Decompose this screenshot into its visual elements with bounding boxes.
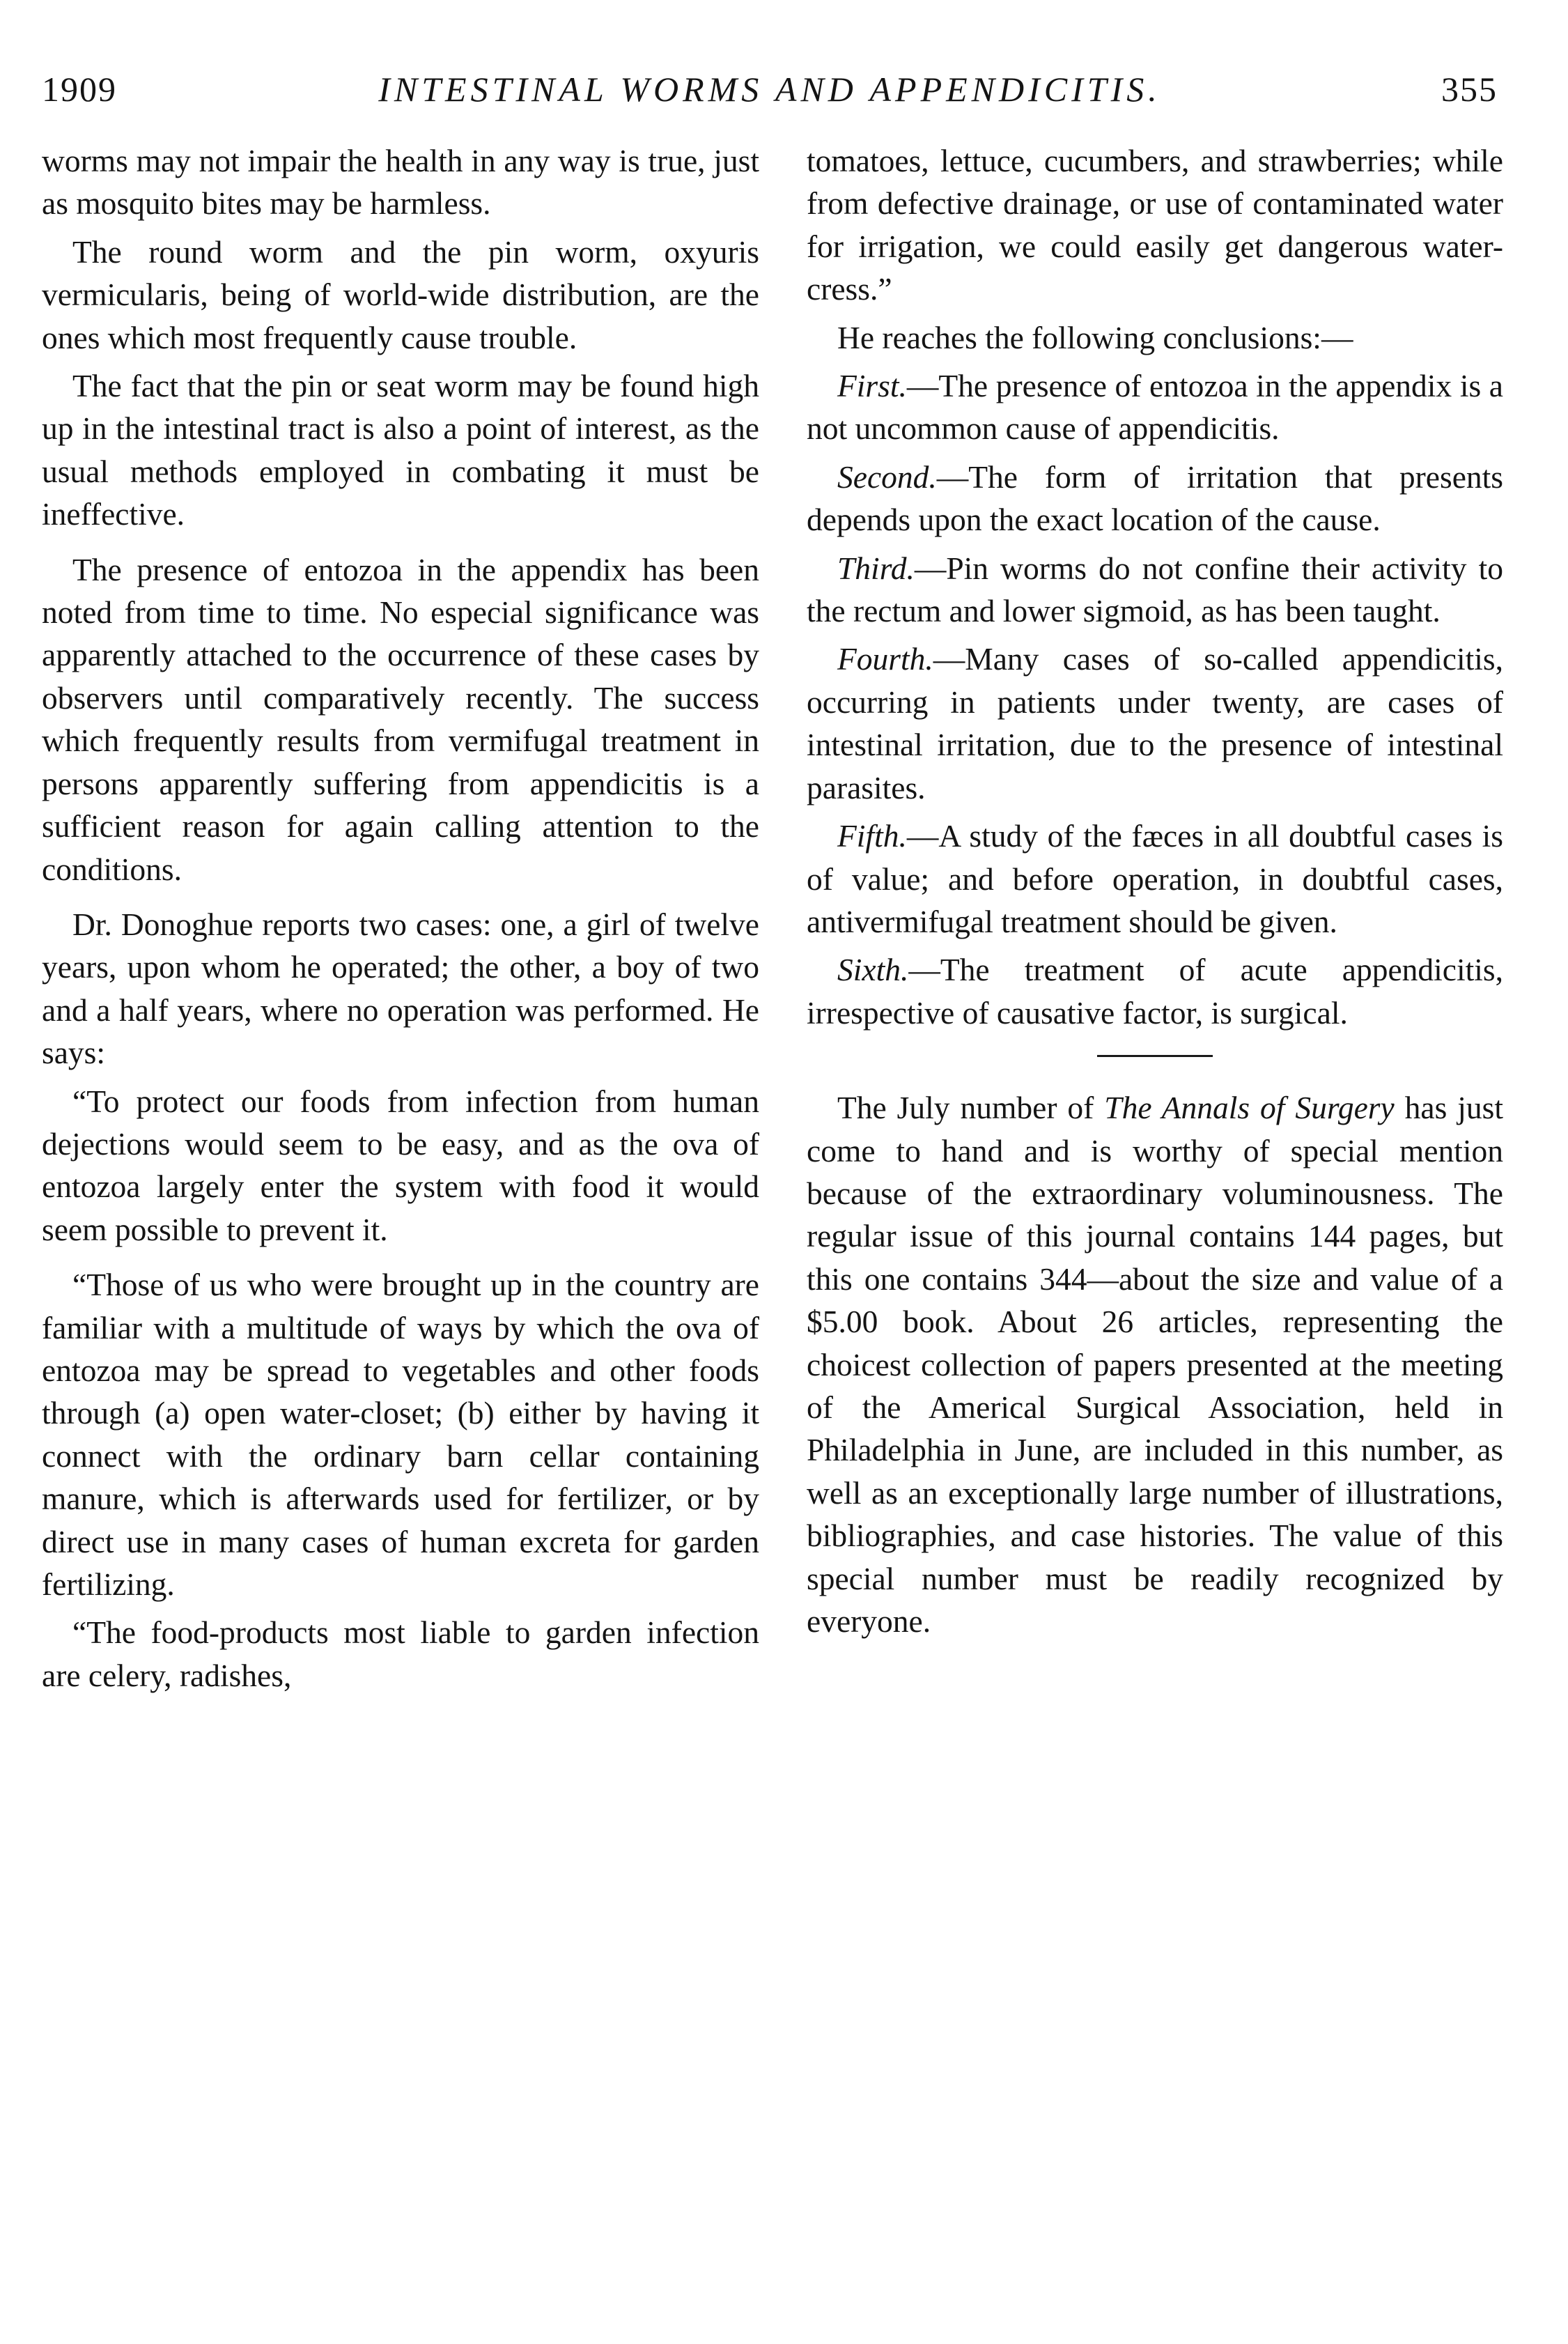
conclusion-label: Fourth. xyxy=(837,641,933,677)
annals-text-rest: has just come to hand and is worthy of special mention because of the extraordinary voluminousness. The regular issue of this journal contains 144 pages, but this one contains 344—about the size and value of a $5.00 book. About 26 articles, representing the choicest collection of papers presented at the meeting of the Americal Surgical Association, held in Philadelphia in June, are included in this number, as well as an exceptionally large number of illustrations, bibliographies, and case histories. The value of this special number must be readily recognized by everyone. xyxy=(807,1090,1503,1639)
quote-continuation: tomatoes, lettuce, cucumbers, and strawberries; while from defective drainage, or use of contaminated water for irrigation, we could easily get dangerous water-cress.” xyxy=(807,143,1503,307)
header-year: 1909 xyxy=(42,70,117,109)
conclusion-text: —Many cases of so-called appendicitis, occurring in patients under twenty, are cases of intestinal irritation, due to the presence of intestinal parasites. xyxy=(807,641,1503,805)
conclusion-sixth xyxy=(807,948,1503,1034)
quote-paragraph: “To protect our foods from infection from human dejections would seem to be easy, and as the ova of entozoa largely enter the system with food it would seem possible to prevent it. xyxy=(42,1083,759,1247)
paragraph: worms may not impair the health in any way is true, just as mosquito bites may be harmless. xyxy=(42,143,759,222)
conclusion-text: —The treatment of acute appendicitis, irrespective of causative factor, is surgical. xyxy=(807,952,1503,1031)
section-divider xyxy=(1097,1055,1213,1057)
left-column xyxy=(42,139,759,1697)
conclusion-third xyxy=(807,547,1503,633)
conclusion-fourth xyxy=(807,638,1503,809)
paragraph: The presence of entozoa in the appendix has been noted from time to time. No especial significance was apparently attached to the occurrence of these cases by observers until comparatively recently. The success which frequently results from vermifugal treatment in persons apparently suffering from appendicitis is a sufficient reason for again calling attention to the conditions. xyxy=(42,551,759,887)
annals-paragraph xyxy=(807,1086,1503,1642)
page-number: 355 xyxy=(1441,70,1498,109)
annals-text-start: The July number of xyxy=(837,1090,1105,1126)
conclusion-text: —Pin worms do not confine their activity to the rectum and lower sigmoid, as has been taught. xyxy=(807,550,1503,629)
header-title: INTESTINAL WORMS AND APPENDICITIS. xyxy=(378,70,1161,109)
paragraph: Dr. Donoghue reports two cases: one, a girl of twelve years, upon whom he operated; the other, a boy of two and a half years, where no operation was performed. He says: xyxy=(42,906,759,1071)
conclusion-label: Second. xyxy=(837,458,937,495)
conclusion-text: —A study of the fæces in all doubtful cases is of value; and before operation, in doubtful cases, antivermifugal treatment should be given. xyxy=(807,818,1503,939)
running-head xyxy=(42,61,1498,117)
quote-paragraph: “The food-products most liable to garden infection are celery, radishes, xyxy=(42,1614,759,1693)
paragraph: The round worm and the pin worm, oxyuris vermicularis, being of world-wide distribution, are the ones which most frequently cause trouble. xyxy=(42,233,759,355)
conclusion-text: —The presence of entozoa in the appendix is a not uncommon cause of appendicitis. xyxy=(807,368,1503,447)
conclusions-intro: He reaches the following conclusions:— xyxy=(837,319,1353,355)
conclusion-label: Sixth. xyxy=(837,952,909,988)
conclusion-label: Third. xyxy=(837,550,915,586)
journal-title: The Annals of Surgery xyxy=(1104,1090,1395,1126)
right-column xyxy=(807,139,1503,1642)
conclusion-label: Fifth. xyxy=(837,818,907,854)
quote-paragraph: “Those of us who were brought up in the country are familiar with a multitude of ways by which the ova of entozoa may be spread to vegetables and other foods through (a) open water-closet; (b) either by having it connect with the ordinary barn cellar containing manure, which is afterwards used for fertilizer, or by direct use in many cases of human excreta for garden fertilizing. xyxy=(42,1267,759,1602)
conclusion-fifth xyxy=(807,815,1503,943)
paragraph: The fact that the pin or seat worm may be found high up in the intestinal tract is also a point of interest, as the usual methods employed in combating it must be ineffective. xyxy=(42,368,759,532)
conclusion-text: —The form of irritation that presents depends upon the exact location of the cause. xyxy=(807,458,1503,538)
conclusion-second xyxy=(807,456,1503,541)
conclusion-label: First. xyxy=(837,368,907,404)
conclusion-first xyxy=(807,364,1503,450)
